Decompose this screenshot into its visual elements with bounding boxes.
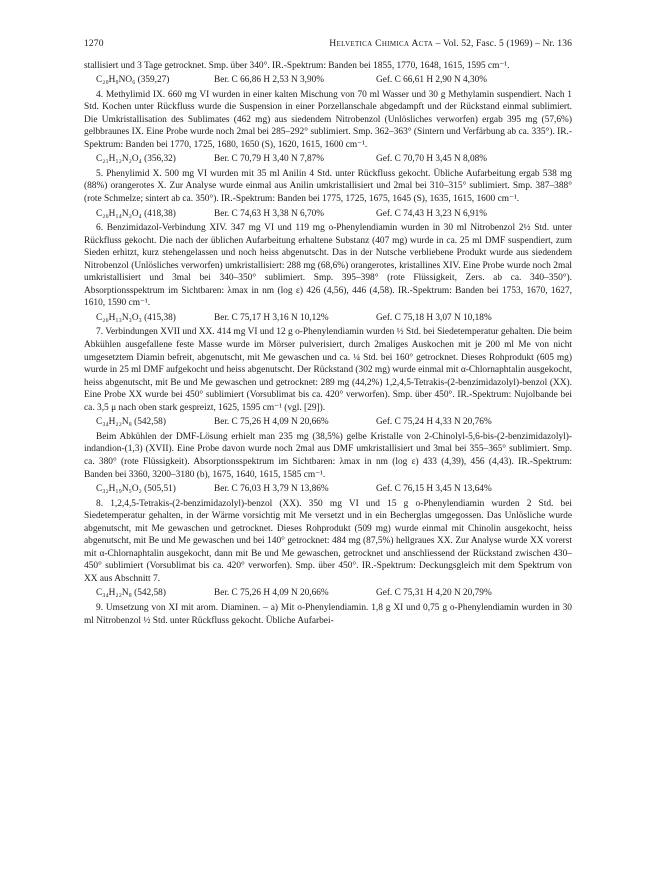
paragraph: stallisiert und 3 Tage getrocknet. Smp. über 340°. IR.-Spektrum: Banden bei 1855, 1770, 1648, 1615, 1595 cm⁻¹.	[84, 60, 510, 71]
volume-info: – Vol. 52, Fasc. 5 (1969) – Nr. 136	[435, 38, 572, 49]
paragraph: 7. Verbindungen XVII und XX. 414 mg VI und 12 g o-Phenylendiamin wurden ½ Std. bei Siedetemperatur gehalten. Die beim Abkühlen ausgefallene feste Masse wurde im Mörser pulverisiert, durch 2maliges Auskochen mit je 200 ml Me von nicht umgesetztem Diamin befreit, abgenutscht, mit Me gewaschen und ca. ¼ Std. bei 160° getrocknet. Dieses Rohprodukt (605 mg) wurde in 25 ml DMF aufgekocht und heiss abgenutscht. Der Rückstand (302 mg) wurde einmal mit α-Chlornaphtalin ausgekocht, heiss abgenutscht, mit Be und Me gewaschen und getrocknet: 289 mg (44,2%) 1,2,4,5-Tetrakis-(2-benzimidazolyl)-benzol (XX). Eine Probe XX wurde bei 450° sublimiert (Vorsublimat bis ca. 420° verworfen). Smp. über 450°. IR.-Spektrum: Nujolbande bei ca. 3,5 μ nach oben stark gespreizt, 1625, 1595 cm⁻¹ (vgl. [29]).	[84, 327, 572, 413]
analysis-line	[96, 153, 572, 166]
found-values: Gef. C 66,61 H 2,90 N 4,30%	[376, 75, 488, 86]
found-values: Gef. C 70,70 H 3,45 N 8,08%	[376, 154, 488, 165]
paragraph: Beim Abkühlen der DMF-Lösung erhielt man 235 mg (38,5%) gelbe Kristalle von 2-Chinolyl-5,6-bis-(2-benzimidazolyl)-indandion-(1,3) (XVII). Eine Probe davon wurde noch 2mal aus DMF umkristallisiert und 3mal bei 355–365° sublimiert. Smp. ca. 380° (rote Flüssigkeit). Absorptionsspektrum im Sichtbaren: λmax in nm (log ε) 433 (4,39), 456 (4,43). IR.-Spektrum: Banden bei 3360, 3200–3180 (b), 1675, 1640, 1615, 1585 cm⁻¹.	[84, 431, 572, 480]
molecular-formula: C₃₂H₁₉N₅O₂ (505,51)	[96, 484, 176, 495]
running-title	[329, 38, 572, 51]
analysis-line	[96, 208, 572, 221]
paragraph: 9. Umsetzung von XI mit arom. Diaminen. – a) Mit o-Phenylendiamin. 1,8 g XI und 0,75 g o-Phenylendiamin wurden in 30 ml Nitrobenzol ½ Std. unter Rückfluss gekocht. Übliche Aufarbei-	[84, 602, 572, 626]
calculated-values: Ber. C 75,26 H 4,09 N 20,66%	[214, 588, 329, 599]
molecular-formula: C₃₄H₂₂N₈ (542,58)	[96, 417, 166, 428]
calculated-values: Ber. C 76,03 H 3,79 N 13,86%	[214, 484, 329, 495]
page-header	[84, 38, 572, 51]
molecular-formula: C₂₆H₁₄N₂O₄ (418,38)	[96, 208, 176, 219]
analysis-line	[96, 587, 572, 600]
molecular-formula: C₂₆H₁₃N₃O₃ (415,38)	[96, 312, 176, 323]
molecular-formula: C₃₄H₂₂N₈ (542,58)	[96, 588, 166, 599]
found-values: Gef. C 75,24 H 4,33 N 20,76%	[376, 417, 492, 428]
analysis-line	[96, 416, 572, 429]
calculated-values: Ber. C 75,26 H 4,09 N 20,66%	[214, 417, 329, 428]
paragraph: 6. Benzimidazol-Verbindung XIV. 347 mg VI und 119 mg o-Phenylendiamin wurden in 30 ml Nitrobenzol 2½ Std. unter Rückfluss gekocht. Die nach der üblichen Aufarbeitung erhaltene Substanz (407 mg) wurde in ca. 25 ml DMF suspendiert, zum Sieden erhitzt, kurz stehengelassen und noch heiss abgenutscht. Das in der Nutsche verbliebene Produkt wurde aus siedendem Nitrobenzol (Unlösliches verworfen) umkristallisiert: 288 mg (68,6%) orangerotes, kristallines XIV. Eine Probe wurde noch 2mal umkristallisiert und 3mal bei 340–350° sublimiert. Smp. 395–398° (rote Flüssigkeit, Zers. ab ca. 340–350°). Absorptionsspektrum im Sichtbaren: λmax in nm (log ε) 426 (4,56), 446 (4,58). IR.-Spektrum: Banden bei 1753, 1670, 1627, 1610, 1590 cm⁻¹.	[84, 223, 572, 309]
found-values: Gef. C 74,43 H 3,23 N 6,91%	[376, 208, 488, 219]
analysis-line	[96, 312, 572, 325]
journal-page	[84, 38, 572, 627]
molecular-formula: C₂₀H₉NO₆ (359,27)	[96, 75, 170, 86]
journal-name: Helvetica Chimica Acta	[329, 38, 434, 49]
paragraph: 4. Methylimid IX. 660 mg VI wurden in einer kalten Mischung von 70 ml Wasser und 30 g Methylamin suspendiert. Nach 1 Std. Kochen unter Rückfluss wurde die Suspension in einer Porzellanschale abgedampft und der Rückstand einmal sublimiert. Die Umkristallisation des Sublimates (462 mg) aus siedendem Nitrobenzol (Unlösliches verworfen) ergab 395 mg (57,6%) gelbbraunes IX. Eine Probe wurde noch 2mal bei 285–292° sublimiert. Smp. 362–363° (Sintern und Verfärbung ab ca. 335°). IR.-Spektrum: Banden bei 1770, 1725, 1680, 1650 (S), 1620, 1615, 1600 cm⁻¹.	[84, 89, 572, 150]
analysis-line	[96, 483, 572, 496]
calculated-values: Ber. C 70,79 H 3,40 N 7,87%	[214, 154, 325, 165]
paragraph: 8. 1,2,4,5-Tetrakis-(2-benzimidazolyl)-benzol (XX). 350 mg VI und 15 g o-Phenylendiamin wurden 2 Std. bei Siedetemperatur gehalten, in der Wärme vorsichtig mit Me versetzt und in ein Becherglas umgegossen. Das Unlösliche wurde abgenutscht, mit Me gewaschen und getrocknet. Dieses Rohprodukt (509 mg) wurde einmal mit Chinolin ausgekocht, heiss abgenutscht, mit Be und Me gewaschen und bei 140° getrocknet: 484 mg (87,5%) hellgraues XX. Zur Analyse wurde XX vorerst mit α-Chlornaphtalin ausgekocht, dann mit Be und Me gewaschen, getrocknet und anschliessend der Rückstand zwischen 430–450° sublimiert (Vorsublimat bis ca. 420° verworfen). Smp. über 450°. IR.-Spektrum: Deckungsgleich mit dem Spektrum von XX aus Abschnitt 7.	[84, 498, 572, 584]
calculated-values: Ber. C 74,63 H 3,38 N 6,70%	[214, 208, 325, 219]
calculated-values: Ber. C 66,86 H 2,53 N 3,90%	[214, 75, 325, 86]
body-text	[84, 60, 572, 628]
found-values: Gef. C 75,31 H 4,20 N 20,79%	[376, 588, 492, 599]
paragraph: 5. Phenylimid X. 500 mg VI wurden mit 35 ml Anilin 4 Std. unter Rückfluss gekocht. Übliche Aufarbeitung ergab 538 mg (88%) orangerotes X. Zur Analyse wurde einmal aus Anilin umkristallisiert und 2mal bei 310–315° sublimiert. Smp. 387–388° (rote Schmelze; sintert ab ca. 350°). IR.-Spektrum: Banden bei 1775, 1725, 1675, 1645 (S), 1635, 1615, 1600 cm⁻¹.	[84, 168, 572, 205]
molecular-formula: C₂₁H₁₂N₂O₄ (356,32)	[96, 154, 176, 165]
analysis-line	[96, 74, 572, 87]
calculated-values: Ber. C 75,17 H 3,16 N 10,12%	[214, 312, 329, 323]
found-values: Gef. C 75,18 H 3,07 N 10,18%	[376, 312, 492, 323]
found-values: Gef. C 76,15 H 3,45 N 13,64%	[376, 484, 492, 495]
page-number: 1270	[84, 38, 104, 49]
